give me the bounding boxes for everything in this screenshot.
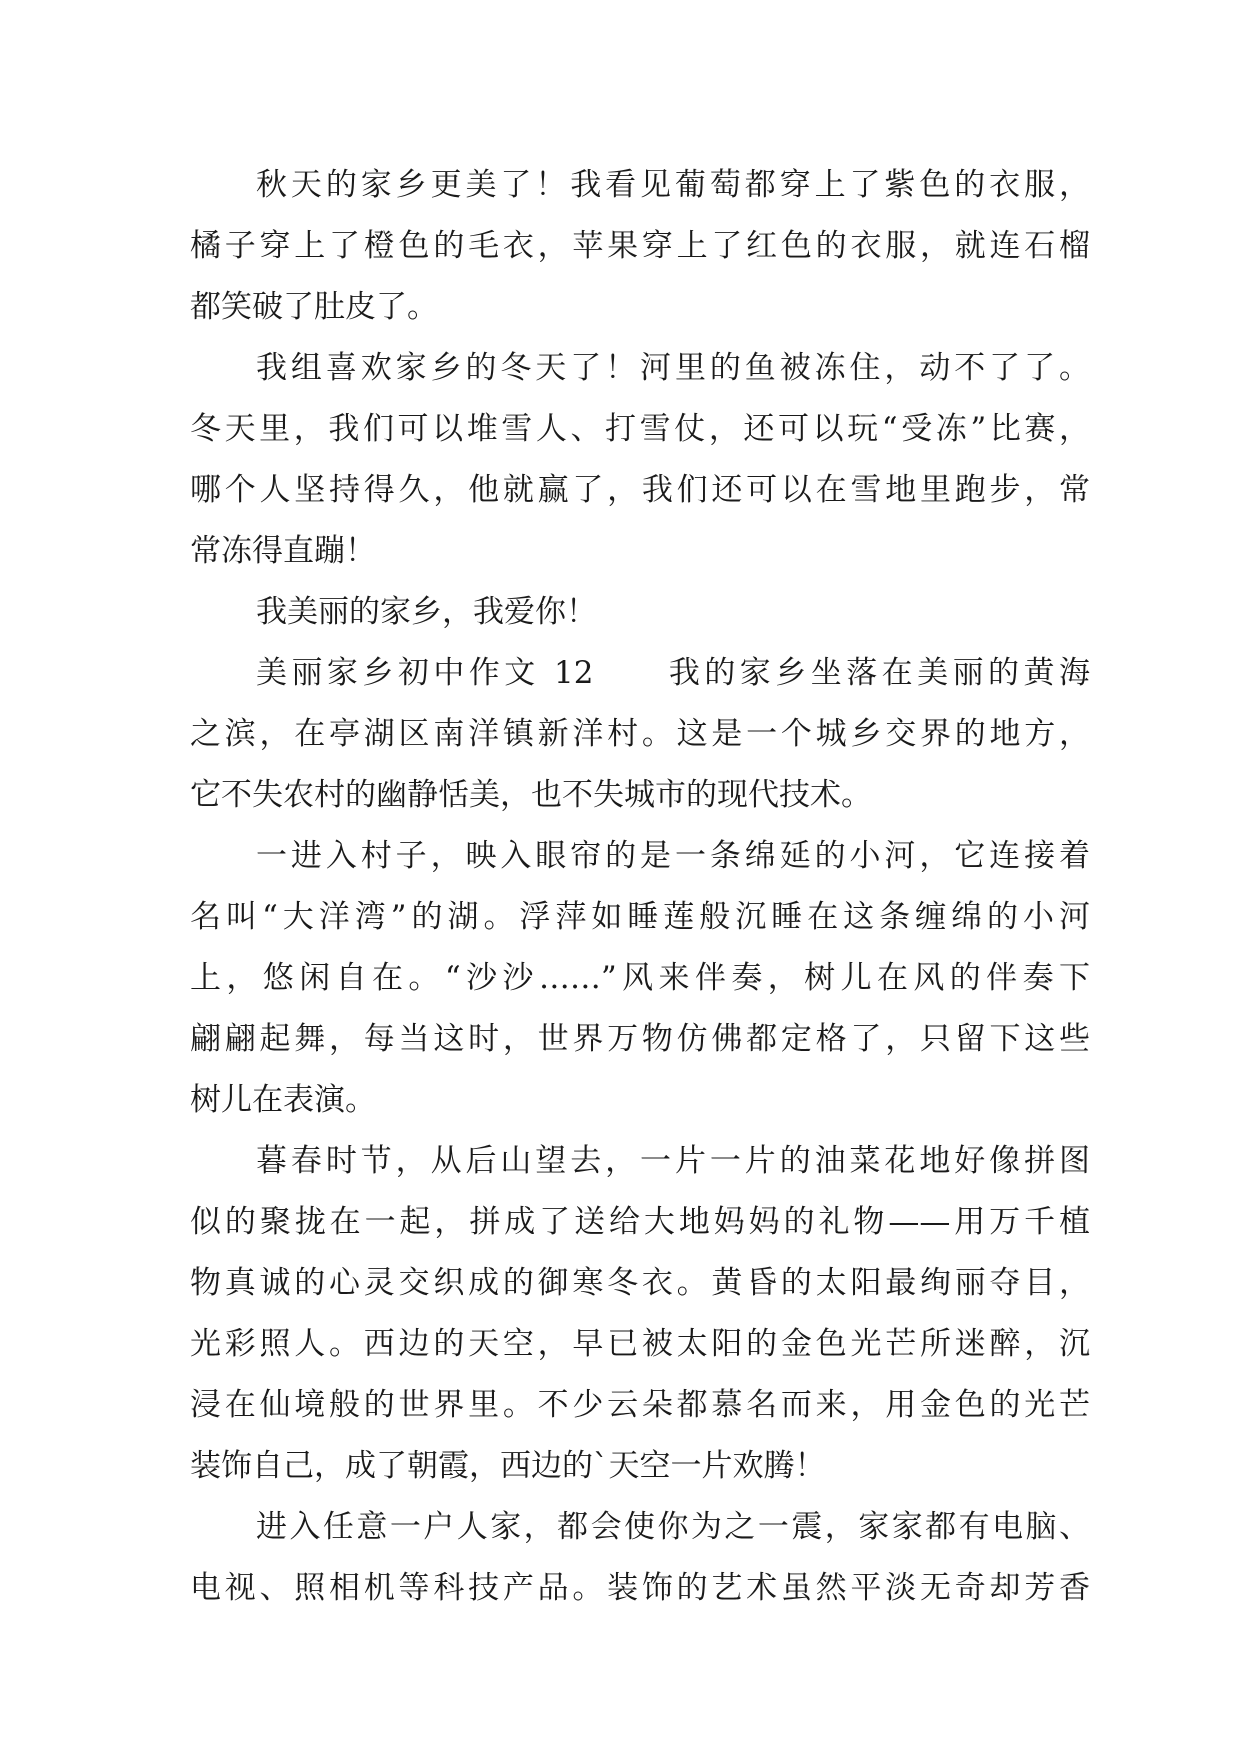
paragraph (190, 643, 1090, 826)
text-line: 我组喜欢家乡的冬天了！河里的鱼被冻住，动不了了。 (256, 350, 1090, 386)
text-line: 装饰自己，成了朝霞，西边的`天空一片欢腾！ (190, 1448, 826, 1484)
text-line: 物真诚的心灵交织成的御寒冬衣。黄昏的太阳最绚丽夺目， (190, 1265, 1090, 1301)
text-line: 进入任意一户人家，都会使你为之一震，家家都有电脑、 (256, 1509, 1090, 1545)
text-line: 常冻得直蹦！ (190, 533, 376, 569)
text-line: 橘子穿上了橙色的毛衣，苹果穿上了红色的衣服，就连石榴 (190, 228, 1090, 264)
text-line: 冬天里，我们可以堆雪人、打雪仗，还可以玩“受冻”比赛， (190, 411, 1090, 447)
text-line: 我美丽的家乡，我爱你！ (256, 594, 597, 630)
paragraph (190, 1131, 1090, 1497)
text-line: 都笑破了肚皮了。 (190, 289, 438, 325)
paragraph (190, 1497, 1090, 1619)
text-line: 之滨，在亭湖区南洋镇新洋村。这是一个城乡交界的地方， (190, 716, 1090, 752)
text-line: 它不失农村的幽静恬美，也不失城市的现代技术。 (190, 777, 872, 813)
paragraph (190, 338, 1090, 582)
text-line: 秋天的家乡更美了！我看见葡萄都穿上了紫色的衣服， (256, 167, 1090, 203)
text-line: 哪个人坚持得久，他就赢了，我们还可以在雪地里跑步，常 (190, 472, 1090, 508)
text-line: 似的聚拢在一起，拼成了送给大地妈妈的礼物——用万千植 (190, 1204, 1090, 1240)
text-line: 浸在仙境般的世界里。不少云朵都慕名而来，用金色的光芒 (190, 1387, 1090, 1423)
text-line: 树儿在表演。 (190, 1082, 376, 1118)
text-line: 名叫“大洋湾”的湖。浮萍如睡莲般沉睡在这条缠绵的小河 (190, 899, 1090, 935)
text-line: 暮春时节，从后山望去，一片一片的油菜花地好像拼图 (256, 1143, 1090, 1179)
text-line: 一进入村子，映入眼帘的是一条绵延的小河，它连接着 (256, 838, 1090, 874)
paragraph (190, 826, 1090, 1131)
paragraph (190, 155, 1090, 338)
text-line: 光彩照人。西边的天空，早已被太阳的金色光芒所迷醉，沉 (190, 1326, 1090, 1362)
text-line: 美丽家乡初中作文 12 我的家乡坐落在美丽的黄海 (256, 655, 1090, 691)
text-line: 上，悠闲自在。“沙沙……”风来伴奏，树儿在风的伴奏下 (190, 960, 1090, 996)
essay-text (190, 155, 1090, 1619)
text-line: 翩翩起舞，每当这时，世界万物仿佛都定格了，只留下这些 (190, 1021, 1090, 1057)
paragraph (190, 582, 1090, 643)
text-line: 电视、照相机等科技产品。装饰的艺术虽然平淡无奇却芳香 (190, 1570, 1090, 1606)
